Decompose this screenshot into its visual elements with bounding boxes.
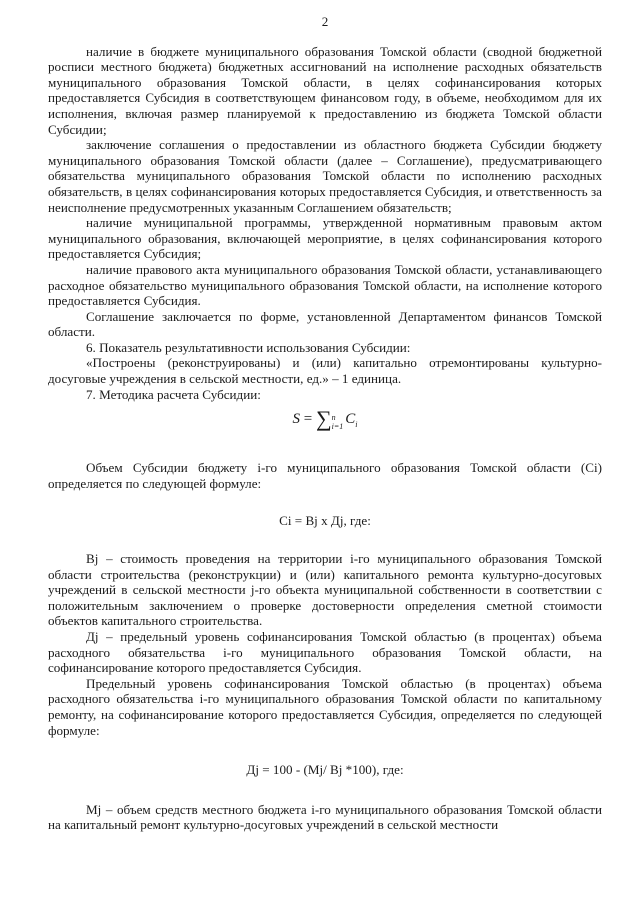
- paragraph-agreement: заключение соглашения о предоставлении из областного бюджета Субсидии бюджету муниципального образования Томской области (далее – Соглашение), предусматривающего обязательства муниципального образования Томской области по исполнению расходных обязательств, в целях софинансирования которых предоставляется Субсидия, и ответственность за неисполнение предусмотренных указанным Соглашением обязательств;: [48, 137, 602, 215]
- paragraph-municipal-program: наличие муниципальной программы, утвержденной нормативным правовым актом муниципального образования, включающей мероприятие, в целях софинансирования которого предоставляется Субсидия;: [48, 215, 602, 262]
- heading-performance-indicator: 6. Показатель результативности использования Субсидии:: [86, 339, 411, 355]
- formula-sum: [48, 406, 602, 438]
- formula-ci: Ci = Bj x Дj, где:: [279, 513, 371, 529]
- paragraph-cofinancing-level: Предельный уровень софинансирования Томской областью (в процентах) объема расходного обязательства i-го муниципального образования Томской области по капитальному ремонту, на софинансирование которого предоставляется Субсидия, определяется по следующей формуле:: [48, 675, 602, 738]
- paragraph-mj-definition: Mj – объем средств местного бюджета i-го муниципального образования Томской области на капитальный ремонт культурно-досуговых учреждений в сельской местности: [48, 801, 602, 833]
- sum-symbol: ∑: [315, 406, 332, 432]
- formula-sum-term: C: [345, 411, 356, 428]
- paragraph-bj-definition: Bj – стоимость проведения на территории i-го муниципального образования Томской области строительства (реконструкции) и (или) капитального ремонта культурно-досуговых учреждений в сельской местности j-го объекта муниципальной собственности в соответствии с положительным заключением о проверке достоверности определения сметной стоимости объектов капитального строительства.: [48, 551, 602, 629]
- formula-sum-term-sub: i: [355, 420, 358, 430]
- sum-lower-limit: i=1: [331, 422, 344, 432]
- paragraph-budget-availability: наличие в бюджете муниципального образования Томской области (сводной бюджетной росписи местного бюджета) бюджетных ассигнований на исполнение расходных обязательств муниципального образования Томской области, в целях софинансирования которых предоставляется Субсидия в соответствующем финансовом году, в объеме, необходимом для их исполнения, включая размер планируемой к предоставлению из бюджета Томской области Субсидии;: [48, 43, 602, 137]
- paragraph-dj-definition: Дj – предельный уровень софинансирования Томской областью (в процентах) объема расходного обязательства i-го муниципального образования Томской области, на софинансирование которого предоставляется Субсидия.: [48, 629, 602, 676]
- sum-limits: [332, 413, 344, 431]
- paragraph-ci-intro: Объем Субсидии бюджету i-го муниципального образования Томской области (Ci) определяется по следующей формуле:: [48, 460, 602, 491]
- page-number: 2: [321, 14, 329, 29]
- paragraph-legal-act: наличие правового акта муниципального образования Томской области, устанавливающего расходное обязательство муниципального образования Томской области, на исполнение которого предоставляется Субсидия.: [48, 261, 602, 309]
- sum-upper-limit: n: [331, 413, 336, 423]
- formula-sum-eq: =: [303, 411, 313, 428]
- paragraph-agreement-form: Соглашение заключается по форме, установленной Департаментом финансов Томской области.: [48, 308, 602, 340]
- formula-sum-lhs: S: [292, 411, 300, 428]
- formula-dj: Дj = 100 - (Mj/ Bj *100), где:: [246, 762, 404, 778]
- paragraph-indicator-value: «Построены (реконструированы) и (или) капитально отремонтированы культурно-досуговые учреждения в сельской местности, ед.» – 1 единица.: [48, 355, 602, 387]
- heading-calculation-method: 7. Методика расчета Субсидии:: [86, 386, 261, 402]
